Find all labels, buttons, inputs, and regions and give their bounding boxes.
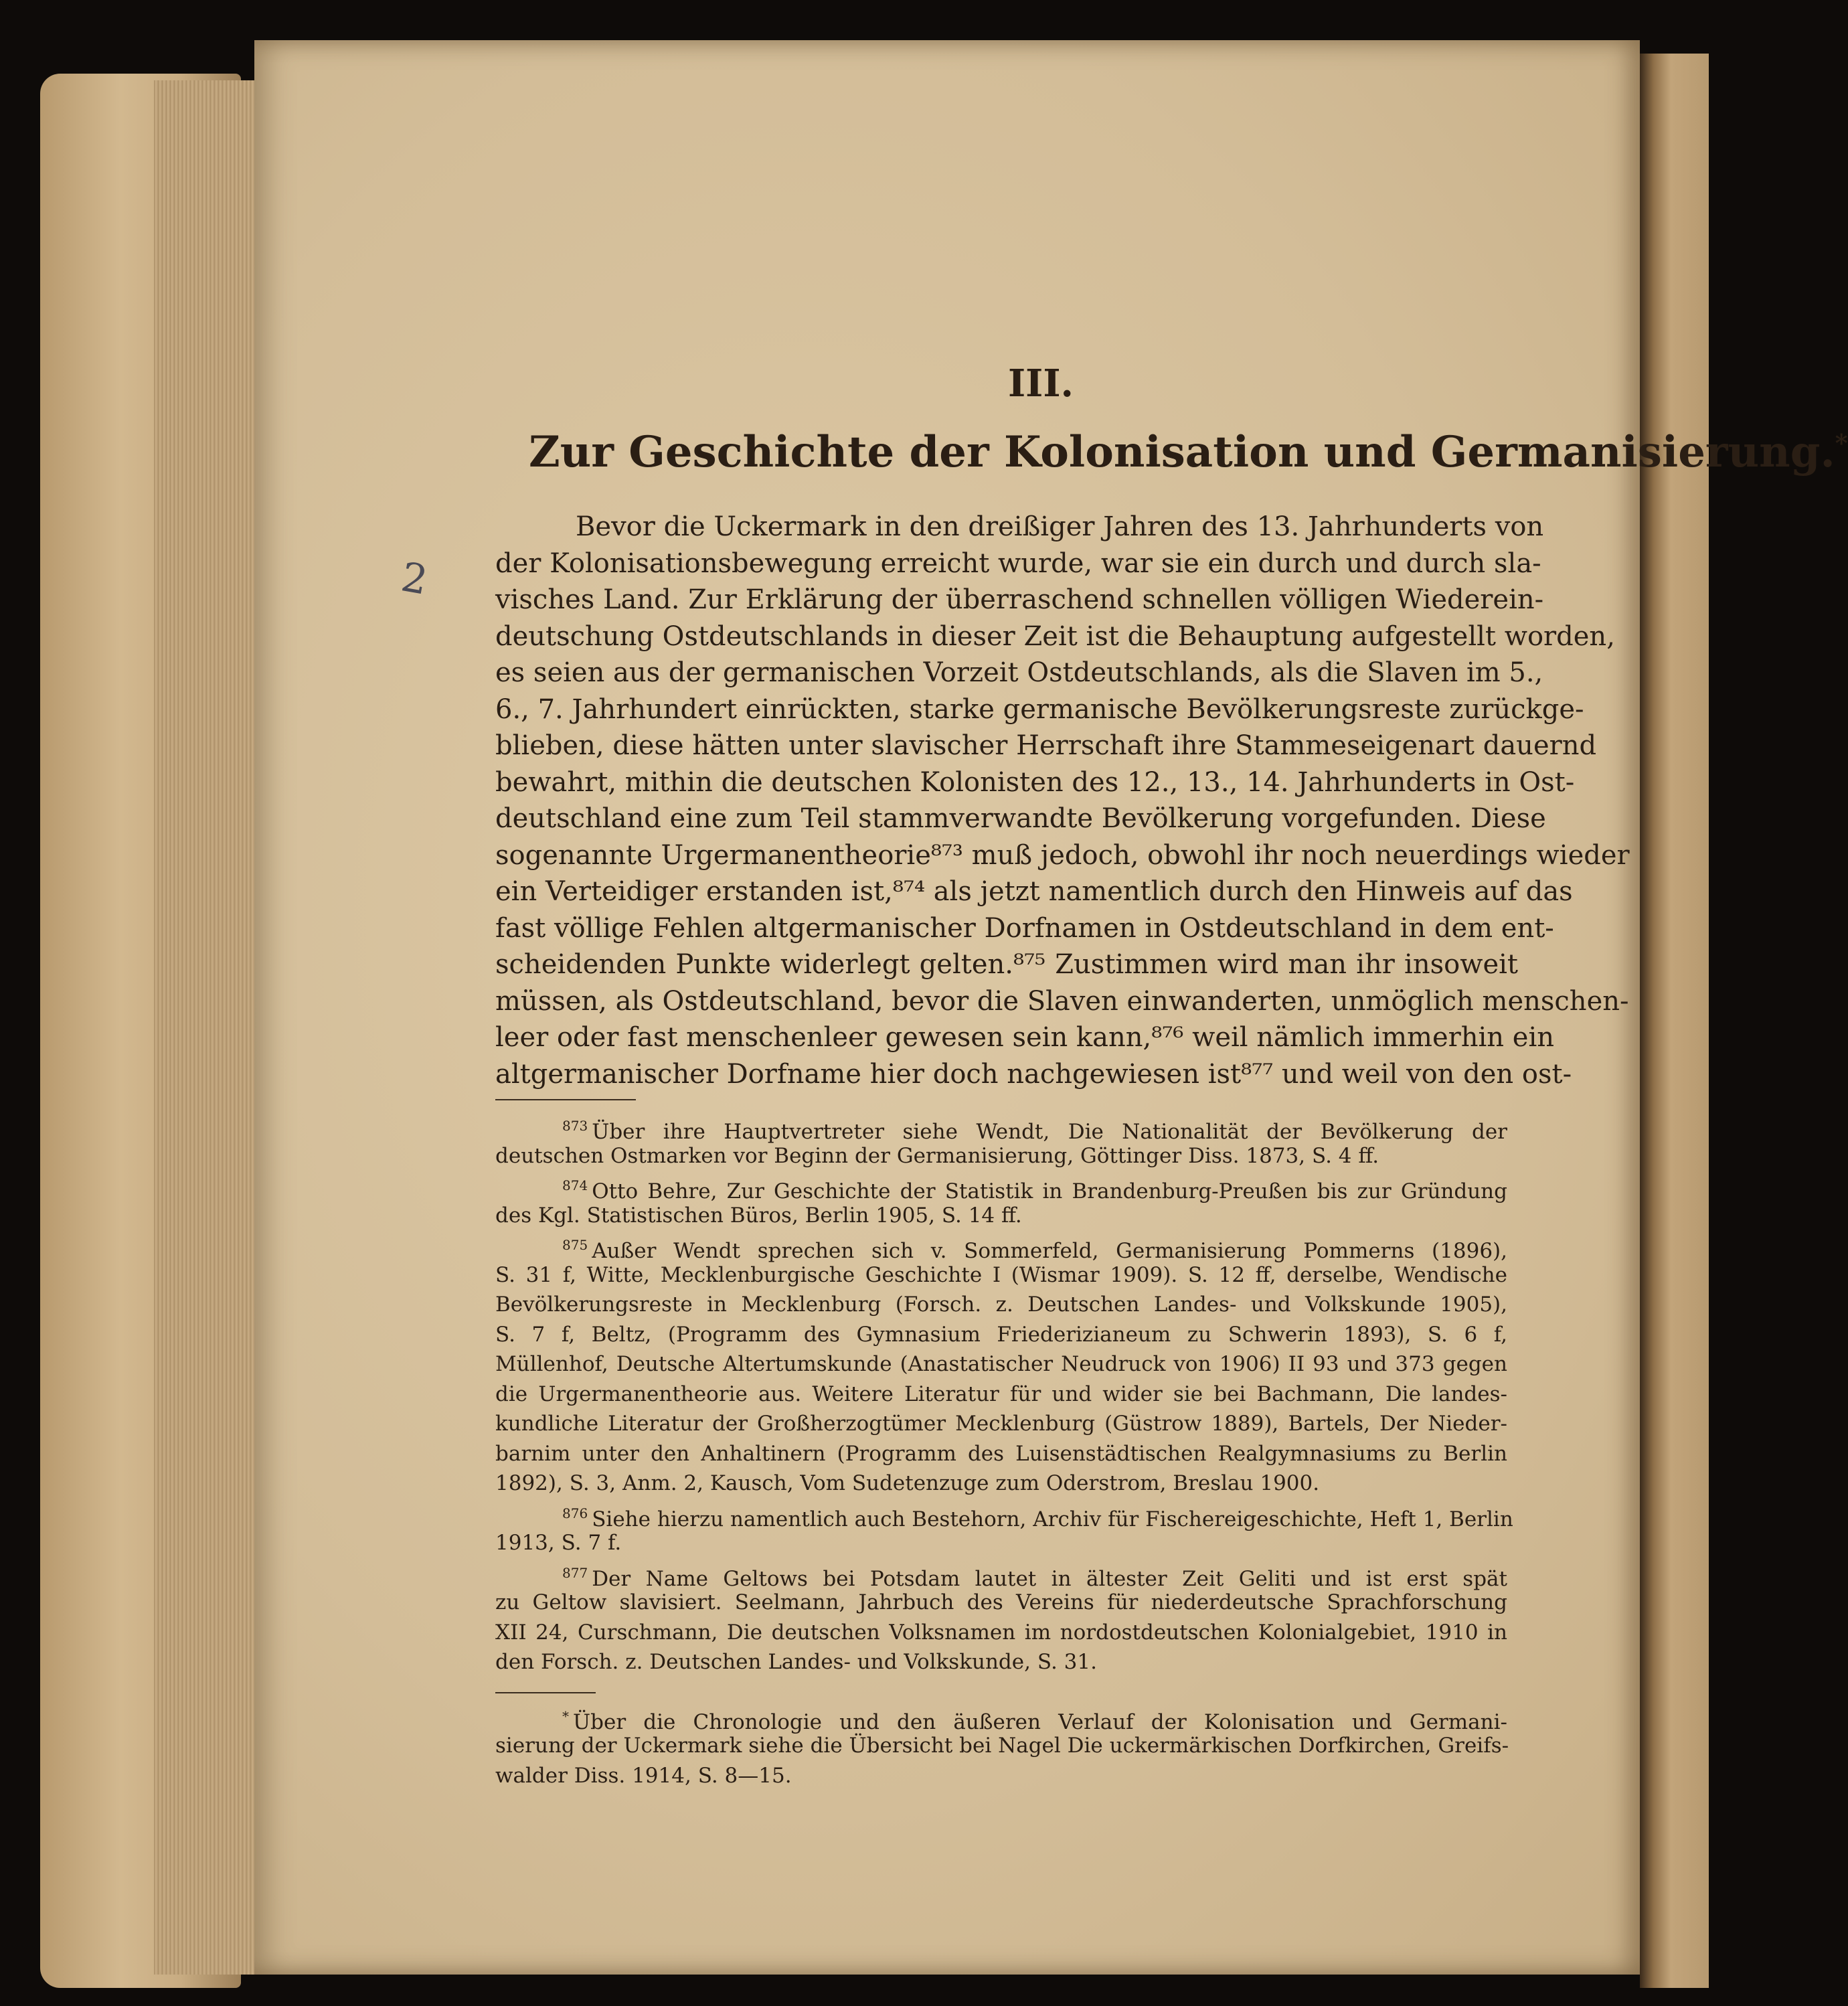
chapter-title-text: Zur Geschichte der Kolonisation und Germanisierung.	[529, 427, 1835, 477]
footnote-text: deutschen Ostmarken vor Beginn der Germanisierung, Göttinger Diss. 1873, S. 4 ff.	[495, 1143, 1379, 1168]
footnote-line	[495, 1380, 1507, 1409]
footnote-line	[495, 1290, 1507, 1319]
margin-pencil-note: 2	[398, 554, 431, 604]
body-line: der Kolonisationsbewegung erreicht wurde, war sie ein durch und durch sla-	[495, 548, 1541, 579]
footnote-text: S. 31 f, Witte, Mecklenburgische Geschichte I (Wismar 1909). S. 12 ff, derselbe, Wendische	[495, 1262, 1507, 1287]
body-line: altgermanischer Dorfname hier doch nachgewiesen ist⁸⁷⁷ und weil von den ost-	[495, 1058, 1572, 1090]
footnote-text: 1913, S. 7 f.	[495, 1531, 622, 1555]
body-line: bewahrt, mithin die deutschen Kolonisten des 12., 13., 14. Jahrhunderts in Ost-	[495, 766, 1575, 798]
footnote-text: kundliche Literatur der Großherzogtümer Mecklenburg (Güstrow 1889), Bartels, Der Nieder-	[495, 1412, 1507, 1436]
body-line: fast völlige Fehlen altgermanischer Dorfnamen in Ostdeutschland in dem ent-	[495, 912, 1554, 944]
body-line: müssen, als Ostdeutschland, bevor die Slaven einwanderten, unmöglich menschen-	[495, 985, 1629, 1017]
footnote-line	[495, 1618, 1507, 1647]
footnote-number: 876	[562, 1505, 588, 1521]
facing-page-edge	[1640, 54, 1709, 1988]
footnote-text: des Kgl. Statistischen Büros, Berlin 1905, S. 14 ff.	[495, 1203, 1022, 1228]
body-line: leer oder fast menschenleer gewesen sein kann,⁸⁷⁶ weil nämlich immerhin ein	[495, 1022, 1554, 1053]
footnote-line	[495, 1588, 1507, 1617]
footnote-text: Über ihre Hauptvertreter siehe Wendt, Die Nationalität der Bevölkerung der	[592, 1120, 1507, 1144]
footnote-text: Siehe hierzu namentlich auch Bestehorn, Archiv für Fischereigeschichte, Heft 1, Berlin	[592, 1507, 1513, 1531]
footnote-text: sierung der Uckermark siehe die Übersicht bei Nagel Die uckermärkischen Dorfkirchen, Greifs-	[495, 1734, 1509, 1758]
footnote-line	[495, 1761, 1507, 1790]
chapter-numeral: III.	[1007, 361, 1074, 406]
title-footnote-mark: *	[1835, 429, 1848, 458]
footnote-text: S. 7 f, Beltz, (Programm des Gymnasium Friederizianeum zu Schwerin 1893), S. 6 f,	[495, 1322, 1507, 1347]
body-line: sogenannte Urgermanentheorie⁸⁷³ muß jedoch, obwohl ihr noch neuerdings wieder	[495, 839, 1630, 871]
footnote-line	[495, 1647, 1507, 1677]
footnote-line	[495, 1731, 1507, 1760]
footnote-text: Otto Behre, Zur Geschichte der Statistik in Brandenburg-Preußen bis zur Gründung	[592, 1179, 1507, 1203]
footnote-line	[495, 1320, 1507, 1349]
chapter-title	[529, 427, 1848, 477]
footnote-text: Außer Wendt sprechen sich v. Sommerfeld, Germanisierung Pommerns (1896),	[592, 1239, 1507, 1263]
page-stack	[154, 80, 268, 1975]
footnote-line	[495, 1469, 1507, 1498]
footnote-text: den Forsch. z. Deutschen Landes- und Volkskunde, S. 31.	[495, 1650, 1097, 1674]
footnote-number: 875	[562, 1237, 588, 1253]
footnote-line	[495, 1439, 1507, 1469]
body-line: Bevor die Uckermark in den dreißiger Jahren des 13. Jahrhunderts von	[576, 511, 1544, 542]
footnote-number: 874	[562, 1177, 588, 1193]
footnote-text: barnim unter den Anhaltinern (Programm des Luisenstädtischen Realgymnasiums zu Berlin	[495, 1441, 1507, 1466]
footnote-line	[495, 1349, 1507, 1379]
footnote-line	[495, 1141, 1507, 1171]
footnote-text: zu Geltow slavisiert. Seelmann, Jahrbuch des Vereins für niederdeutsche Sprachforschung	[495, 1590, 1507, 1614]
star-note-rule	[495, 1692, 596, 1693]
footnote-text: walder Diss. 1914, S. 8—15.	[495, 1763, 792, 1788]
footnote-number: 873	[562, 1118, 588, 1134]
footnote-rule	[495, 1099, 636, 1100]
body-line: 6., 7. Jahrhundert einrückten, starke germanische Bevölkerungsreste zurückge-	[495, 693, 1584, 725]
footnote-text: Der Name Geltows bei Potsdam lautet in ältester Zeit Geliti und ist erst spät	[592, 1566, 1507, 1591]
footnote-number: *	[562, 1707, 569, 1724]
body-line: deutschung Ostdeutschlands in dieser Zeit ist die Behauptung aufgestellt worden,	[495, 620, 1615, 652]
footnote-number: 877	[562, 1564, 588, 1581]
body-line: deutschland eine zum Teil stammverwandte Bevölkerung vorgefunden. Diese	[495, 803, 1546, 834]
body-line: es seien aus der germanischen Vorzeit Ostdeutschlands, als die Slaven im 5.,	[495, 657, 1543, 688]
footnote-text: Bevölkerungsreste in Mecklenburg (Forsch. z. Deutschen Landes- und Volkskunde 1905),	[495, 1292, 1507, 1317]
body-line: scheidenden Punkte widerlegt gelten.⁸⁷⁵ Zustimmen wird man ihr insoweit	[495, 949, 1518, 980]
body-line: blieben, diese hätten unter slavischer Herrschaft ihre Stammeseigenart dauernd	[495, 730, 1597, 761]
footnote-line	[495, 1201, 1507, 1230]
footnote-line	[495, 1409, 1507, 1438]
body-line: ein Verteidiger erstanden ist,⁸⁷⁴ als jetzt namentlich durch den Hinweis auf das	[495, 876, 1573, 907]
footnote-line	[495, 1260, 1507, 1290]
footnote-text: Über die Chronologie und den äußeren Verlauf der Kolonisation und Germani-	[573, 1709, 1507, 1734]
footnote-text: XII 24, Curschmann, Die deutschen Volksnamen im nordostdeutschen Kolonialgebiet, 1910 in	[495, 1620, 1507, 1645]
footnote-text: die Urgermanentheorie aus. Weitere Literatur für und wider sie bei Bachmann, Die landes-	[495, 1382, 1507, 1406]
footnote-text: Müllenhof, Deutsche Altertumskunde (Anastatischer Neudruck von 1906) II 93 und 373 gegen	[495, 1352, 1507, 1376]
footnote-text: 1892), S. 3, Anm. 2, Kausch, Vom Sudetenzuge zum Oderstrom, Breslau 1900.	[495, 1471, 1320, 1495]
footnote-line	[495, 1528, 1507, 1558]
body-line: visches Land. Zur Erklärung der überraschend schnellen völligen Wiederein-	[495, 584, 1544, 615]
